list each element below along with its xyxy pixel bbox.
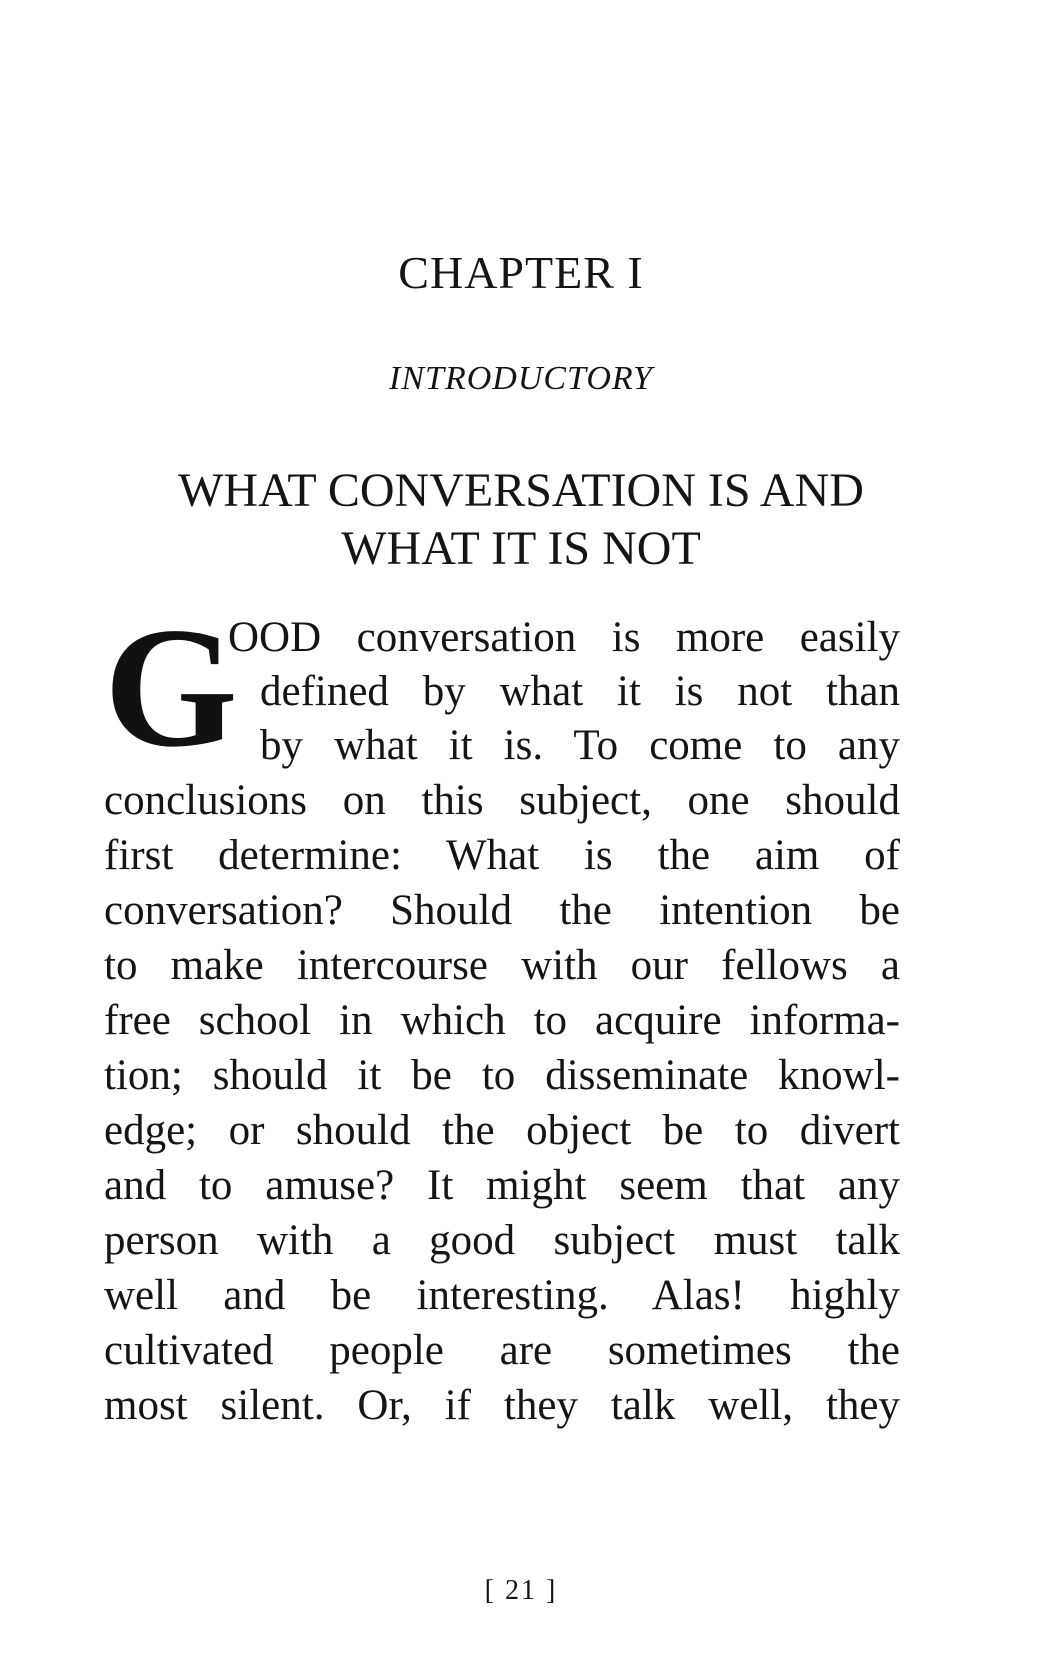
body-text-line: most silent. Or, if they talk well, they (104, 1382, 900, 1429)
body-text-line: conversation? Should the intention be (104, 887, 900, 934)
body-text-line: OOD conversation is more easily (228, 614, 900, 661)
body-text-line: by what it is. To come to any (260, 722, 900, 769)
chapter-title (100, 462, 942, 578)
body-text-line: first determine: What is the aim of (104, 832, 900, 879)
body-text-line: well and be interesting. Alas! highly (104, 1272, 900, 1319)
chapter-title-line: WHAT CONVERSATION IS AND (178, 464, 864, 517)
chapter-subtitle: INTRODUCTORY (389, 360, 653, 397)
body-text-line: edge; or should the object be to divert (104, 1107, 900, 1154)
body-text-line: person with a good subject must talk (104, 1217, 900, 1264)
body-text-line: tion; should it be to disseminate knowl- (104, 1052, 900, 1099)
page-number: [ 21 ] (484, 1575, 558, 1606)
body-text-line: conclusions on this subject, one should (104, 777, 900, 824)
drop-cap: G (104, 593, 238, 783)
body-text-line: and to amuse? It might seem that any (104, 1162, 900, 1209)
chapter-heading: CHAPTER I (398, 247, 644, 298)
body-text-line: defined by what it is not than (260, 668, 900, 715)
body-text-line: cultivated people are sometimes the (104, 1327, 900, 1374)
body-text-line: free school in which to acquire informa- (104, 997, 900, 1044)
body-text-line: to make intercourse with our fellows a (104, 942, 900, 989)
chapter-title-line: WHAT IT IS NOT (341, 522, 701, 575)
